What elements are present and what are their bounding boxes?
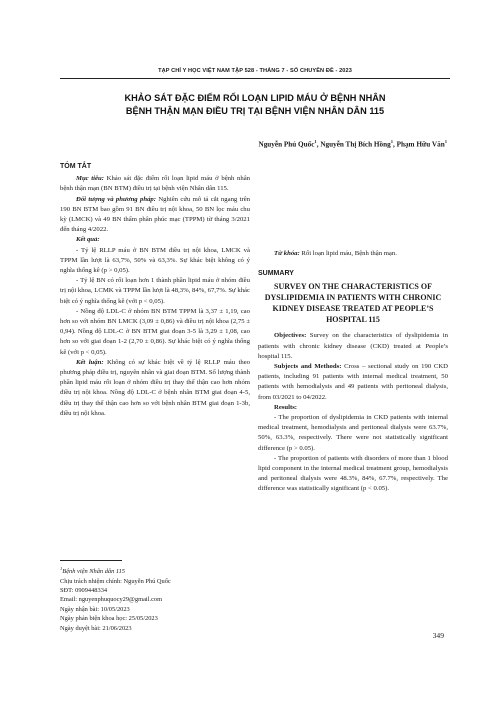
en-result-1: - The proportion of dyslipidemia in CKD patients with internal medical treatment, hemodialysis and peritoneal dialysis were 63.7%, 50%, 63.3%, respectively. There were not statistically significant difference (p > 0.05). xyxy=(258,414,448,452)
header-rule xyxy=(60,78,450,79)
en-objectives: Objectives: Survey on the characteristics of dyslipidemia in patients with chronic kidney disease (CKD) treated at People’s hospital 115. xyxy=(258,332,449,360)
footnote-line: Ngày duyệt bài: 21/06/2023 xyxy=(60,624,132,632)
author-list: Nguyễn Phú Quốc$^1$, Nguyễn Thị Bích Hồng$^1$, Phạm Hữu Văn$^1$ xyxy=(258,139,447,149)
footnote-line: Ngày nhận bài: 10/05/2023 xyxy=(60,605,130,613)
author-affiliation-mark: 1 xyxy=(444,139,447,144)
footnote-line: SĐT: 0909448334 xyxy=(60,586,108,594)
footnote xyxy=(60,560,250,633)
vi-methods: Đối tượng và phương pháp: Nghiên cứu mô tả cắt ngang trên 190 BN BTM bao gồm 91 BN điều trị nội khoa, 50 BN lọc máu chu kỳ (LMCK) và 49 BN thẩm phân phúc mạc (TPPM) từ tháng 3/2021 đến tháng 4/2022. xyxy=(60,195,251,234)
page-number: 349 xyxy=(432,631,444,640)
author-affiliation-mark: 1 xyxy=(314,139,317,144)
journal-header: TẠP CHÍ Y HỌC VIỆT NAM TẬP 528 - THÁNG 7 - SỐ CHUYÊN ĐỀ - 2023 xyxy=(158,68,352,74)
en-summary-heading: SUMMARY xyxy=(258,270,294,278)
vi-summary-heading: TÓM TẮT xyxy=(60,163,92,170)
en-result-2: - The proportion of patients with disorders of more than 1 blood lipid component in the internal medical treatment group, hemodialysis and peritoneal dialysis were 48.3%, 84%, 67.7%, respectively. The difference was statistically significant (p < 0.05). xyxy=(258,454,448,493)
left-column xyxy=(60,162,250,419)
vi-conclusion: Kết luận: Không có sự khác biệt về tỷ lệ RLLP máu theo phương pháp điều trị, nguyên nhân và giai đoạn BTM. Số lượng thành phần lipid máu rối loạn ở nhóm điều trị thay thế thận cao hơn nhóm điều trị nội khoa. Nồng độ LDL-C ở bệnh nhân BTM giai đoạn 4-5, điều trị thay thế thận cao hơn so với bệnh nhân BTM giai đoạn 1-3b, điều trị nội khoa. xyxy=(60,358,251,417)
vi-result-1: - Tỷ lệ RLLP máu ở BN BTM điều trị nội khoa, LMCK và TPPM lần lượt là 63,7%, 50% và 63,3%. Sự khác biệt không có ý nghĩa thống kê (p > 0,05). xyxy=(60,246,250,275)
footnote-line: Ngày phản biện khoa học: 25/05/2023 xyxy=(60,615,158,623)
right-column xyxy=(258,161,448,495)
author-name: Nguyễn Phú Quốc xyxy=(258,140,315,149)
vi-keywords: Từ khóa: Rối loạn lipid máu, Bệnh thận mạn. xyxy=(274,250,397,257)
article-title xyxy=(60,92,450,118)
vi-result-2: - Tỷ lệ BN có rối loạn hơn 1 thành phần lipid máu ở nhóm điều trị nội khoa, LCMK và TPPM lần lượt là 48,3%, 84%, 67,7%. Sự khác biệt có ý nghĩa thống kê (với p < 0,05). xyxy=(60,277,250,305)
author-affiliation-mark: 1 xyxy=(390,139,393,144)
footnote-line: Email: nguyenphuquocy29@gmail.com xyxy=(60,596,163,604)
vi-objective: Mục tiêu: Khảo sát đặc điểm rối loạn lipid máu ở bệnh nhân bệnh thận mạn (BN BTM) điều trị tại bệnh viện Nhân dân 115. xyxy=(60,175,251,193)
footnote-line: Chịu trách nhiệm chính: Nguyễn Phú Quốc xyxy=(60,577,171,585)
vi-results-label: Kết quả: xyxy=(76,236,100,244)
footnote-rule xyxy=(60,560,122,561)
en-article-title: SURVEY ON THE CHARACTERISTICS OF DYSLIPIDEMIA IN PATIENTS WITH CHRONIC KIDNEY DISEASE TREATED AT PEOPLE’S HOSPITAL 115 xyxy=(264,282,442,325)
footnote-affiliation: $^1$Bệnh viện Nhân dân 115 xyxy=(60,566,126,576)
en-methods: Subjects and Methods: Cross – sectional study on 190 CKD patients, including 91 patients with internal medical treatment, 50 patients with hemodialysis and 49 patients with peritoneal dialysis, from 03/2021 to 04/2022. xyxy=(258,363,449,401)
author-name: Phạm Hữu Văn xyxy=(396,140,445,149)
en-results-label: Results: xyxy=(274,403,298,411)
vi-result-3: - Nồng độ LDL-C ở nhóm BN BTM TPPM là 3,37 ± 1,19, cao hơn so với nhóm BN LMCK (3,09 ± 0,86) và điều trị nội khoa (2,75 ± 0,94). Nồng độ LDL-C ở BN BTM giai đoạn 3-5 là 3,29 ± 1,08, cao hơn so với giai đoạn 1-2 (2,70 ± 0,86). Sự khác biệt có ý nghĩa thống kê (với p < 0,05). xyxy=(60,307,250,356)
title-line-2: BỆNH THẬN MẠN ĐIỀU TRỊ TẠI BỆNH VIỆN NHÂN DÂN 115 xyxy=(125,106,385,116)
author-name: Nguyễn Thị Bích Hồng xyxy=(320,140,391,149)
title-line-1: KHẢO SÁT ĐẶC ĐIỂM RỐI LOẠN LIPID MÁU Ở BỆNH NHÂN xyxy=(124,93,386,103)
